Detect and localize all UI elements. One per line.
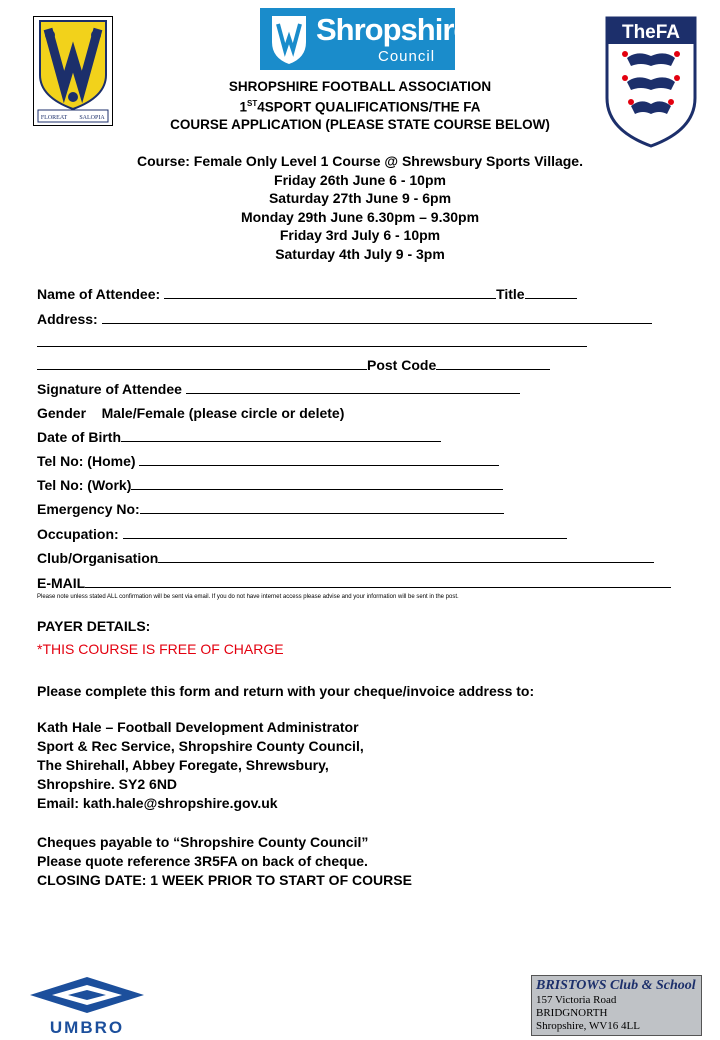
course-date: Friday 26th June 6 - 10pm: [274, 171, 446, 188]
signature-label: Signature of Attendee: [37, 381, 182, 397]
tel-home-label: Tel No: (Home): [37, 453, 136, 469]
address-label: Address:: [37, 311, 98, 327]
address-field-row: [37, 310, 652, 328]
sponsor-address: Shropshire, WV16 4LL: [536, 1020, 640, 1032]
tel-work-blank[interactable]: [131, 476, 503, 490]
crest-motto-left: FLOREAT: [40, 115, 68, 121]
cheque-reference: Please quote reference 3R5FA on back of cheque.: [37, 853, 368, 869]
tel-home-row: [37, 452, 499, 470]
signature-blank[interactable]: [186, 380, 520, 394]
header-line1: SHROPSHIRE FOOTBALL ASSOCIATION: [228, 79, 492, 94]
contact-email: Email: kath.hale@shropshire.gov.uk: [37, 795, 278, 811]
postcode-blank[interactable]: [436, 356, 550, 370]
address-blank-3[interactable]: [37, 356, 367, 370]
umbro-wordmark: UMBRO: [49, 1018, 125, 1035]
title-blank[interactable]: [525, 285, 577, 299]
cheques-payable: Cheques payable to “Shropshire County Council”: [37, 834, 369, 850]
dob-blank[interactable]: [121, 428, 441, 442]
umbro-logo: [26, 975, 148, 1035]
course-info: [60, 152, 660, 263]
postcode-label: Post Code: [367, 357, 437, 373]
name-field-row: [37, 285, 577, 303]
course-date: Monday 29th June 6.30pm – 9.30pm: [240, 208, 480, 225]
address-blank-1[interactable]: [102, 310, 652, 324]
cheque-info: [37, 833, 412, 890]
address-line-2: [37, 333, 587, 351]
emergency-blank[interactable]: [140, 500, 504, 514]
dob-label: Date of Birth: [37, 429, 121, 445]
course-date: Saturday 4th July 9 - 3pm: [275, 245, 445, 262]
sponsor-name: BRISTOWS Club & School: [536, 978, 696, 993]
occupation-label: Occupation:: [37, 526, 119, 542]
signature-row: [37, 380, 520, 398]
email-blank[interactable]: [85, 574, 671, 588]
sponsor-address: 157 Victoria Road: [536, 994, 617, 1006]
course-date: Saturday 27th June 9 - 6pm: [268, 190, 452, 206]
header-line3: COURSE APPLICATION (PLEASE STATE COURSE BELOW): [170, 116, 550, 132]
address-line: Sport & Rec Service, Shropshire County Council,: [37, 738, 364, 754]
email-row: [37, 574, 671, 592]
address-line: Shropshire. SY2 6ND: [37, 776, 178, 792]
name-blank[interactable]: [164, 285, 496, 299]
name-label: Name of Attendee:: [37, 286, 161, 302]
tel-work-label: Tel No: (Work): [37, 477, 132, 493]
emergency-row: [37, 500, 504, 518]
tel-work-row: [37, 476, 503, 494]
gender-row: [37, 404, 344, 422]
bristows-sponsor-box: [531, 975, 702, 1036]
sponsor-address: BRIDGNORTH: [536, 1007, 608, 1019]
club-row: [37, 549, 654, 567]
return-address: [37, 718, 364, 813]
shropshire-council-logo: [260, 8, 470, 70]
postcode-row: [37, 356, 550, 374]
course-title: Course: Female Only Level 1 Course @ Shrewsbury Sports Village.: [137, 153, 583, 169]
dob-row: [37, 428, 441, 446]
payer-heading: PAYER DETAILS:: [37, 618, 151, 634]
email-label: E-MAIL: [37, 575, 86, 591]
tel-home-blank[interactable]: [139, 452, 499, 466]
address-line: The Shirehall, Abbey Foregate, Shrewsbury,: [37, 757, 329, 773]
emergency-label: Emergency No:: [37, 501, 140, 517]
gender-label: Gender: [37, 405, 87, 421]
confirmation-note: Please note unless stated ALL confirmation will be sent via email. If you do not have internet access please advise and your information will be sent in the post.: [37, 594, 459, 600]
return-instructions: Please complete this form and return with your cheque/invoice address to:: [37, 683, 535, 699]
address-blank-2[interactable]: [37, 333, 587, 347]
council-sub: Council: [378, 48, 436, 65]
club-blank[interactable]: [158, 549, 654, 563]
header-line2: 1ST4SPORT QUALIFICATIONS/THE FA: [239, 99, 481, 115]
occupation-blank[interactable]: [123, 525, 567, 539]
club-label: Club/Organisation: [37, 550, 159, 566]
crest-motto-right: SALOPIA: [79, 115, 105, 121]
form-header: [100, 78, 620, 133]
fa-wordmark: TheFA: [621, 22, 681, 43]
council-name: Shropshire: [316, 12, 470, 47]
closing-date: CLOSING DATE: 1 WEEK PRIOR TO START OF COURSE: [37, 872, 412, 888]
contact-name: Kath Hale – Football Development Administrator: [37, 719, 359, 735]
free-course-notice: *THIS COURSE IS FREE OF CHARGE: [37, 641, 284, 657]
occupation-row: [37, 525, 567, 543]
title-label: Title: [496, 286, 525, 302]
course-date: Friday 3rd July 6 - 10pm: [279, 227, 441, 243]
gender-options[interactable]: Male/Female (please circle or delete): [101, 405, 345, 421]
